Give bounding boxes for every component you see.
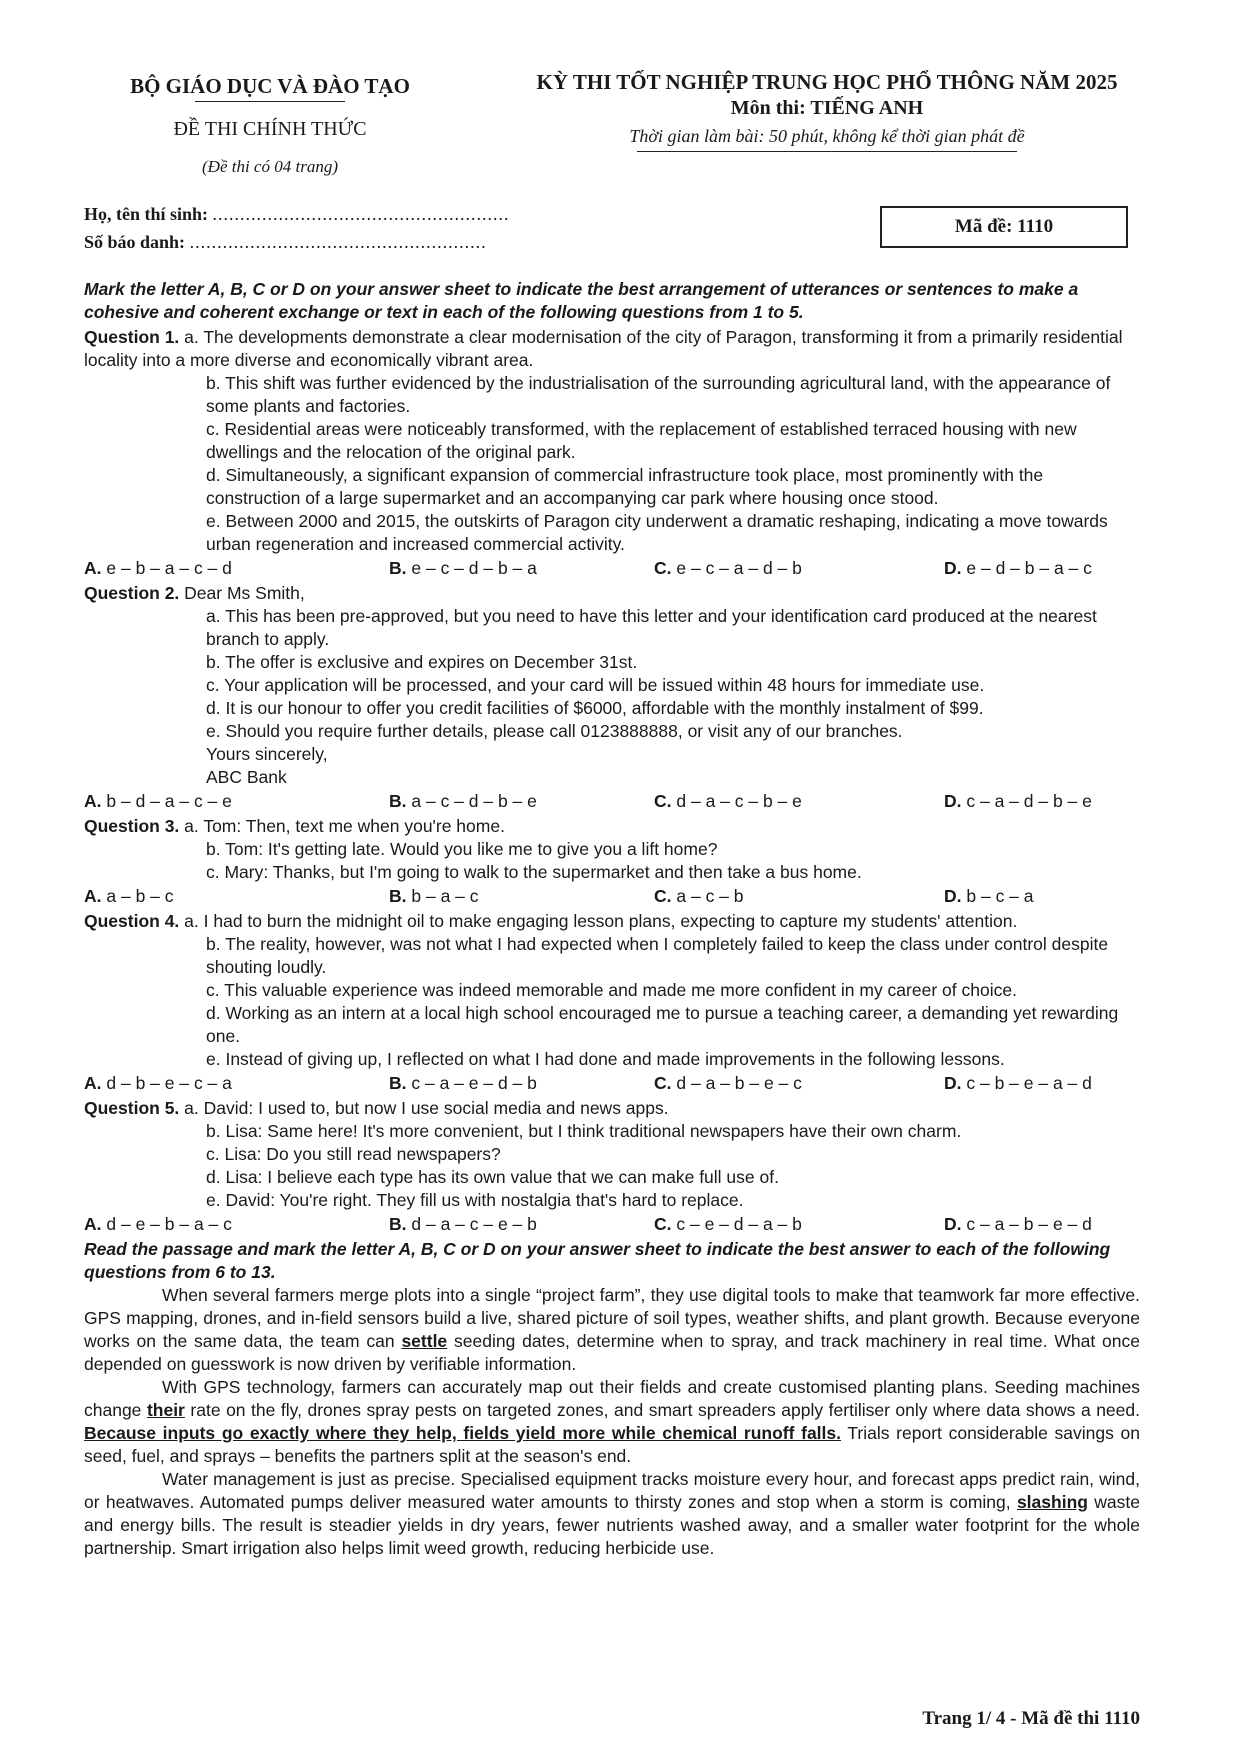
- question-item: a. David: I used to, but now I use social media and news apps.: [184, 1098, 669, 1118]
- passage-paragraph-2: With GPS technology, farmers can accurately map out their fields and create customised planting plans. Seeding machines change their rate on the fly, drones spray pests on targeted zones, and smart spreaders apply fertiliser only where data shows a need. Because inputs go exactly where they help, fields yield more while chemical runoff falls. Trials report considerable savings on seed, fuel, and sprays – benefits the partners split at the season's end.: [84, 1377, 1140, 1466]
- question-4: [84, 910, 1140, 1095]
- question-item: a. I had to burn the midnight oil to make engaging lesson plans, expecting to capture my students' attention.: [184, 911, 1018, 931]
- answer-options: [84, 1072, 1140, 1095]
- option-d[interactable]: D. c – b – e – a – d: [944, 1073, 1092, 1093]
- question-item: b. The offer is exclusive and expires on December 31st.: [206, 652, 638, 672]
- option-d[interactable]: D. c – a – d – b – e: [944, 791, 1092, 811]
- option-b[interactable]: B. d – a – c – e – b: [389, 1214, 537, 1234]
- letter-salutation: Dear Ms Smith,: [184, 583, 305, 603]
- answer-options: [84, 557, 1140, 580]
- answer-options: [84, 885, 1140, 908]
- section1-instruction: Mark the letter A, B, C or D on your answer sheet to indicate the best arrangement of utterances or sentences to make a cohesive and coherent exchange or text in each of the following questions from 1 to 5.: [84, 279, 1079, 322]
- question-item: c. This valuable experience was indeed memorable and made me more confident in my career of choice.: [206, 980, 1017, 1000]
- question-label: Question 1.: [84, 327, 180, 347]
- option-a[interactable]: A. e – b – a – c – d: [84, 558, 232, 578]
- question-item: c. Residential areas were noticeably transformed, with the replacement of established terraced housing with new dwellings and the relocation of the original park.: [206, 419, 1077, 462]
- header-left: [80, 74, 460, 177]
- question-item: b. The reality, however, was not what I had expected when I completely failed to keep the class under control despite shouting loudly.: [206, 934, 1109, 977]
- option-c[interactable]: C. a – c – b: [654, 886, 744, 906]
- page-count-note: (Đề thi có 04 trang): [202, 157, 338, 176]
- candidate-info: [84, 200, 510, 256]
- question-item: e. Between 2000 and 2015, the outskirts of Paragon city underwent a dramatic reshaping, indicating a move towards urban regeneration and increased commercial activity.: [206, 511, 1108, 554]
- header-right: [492, 70, 1162, 152]
- option-c[interactable]: C. c – e – d – a – b: [654, 1214, 802, 1234]
- exam-subject: Môn thi: TIẾNG ANH: [730, 97, 924, 119]
- question-item: c. Your application will be processed, and your card will be issued within 48 hours for immediate use.: [206, 675, 985, 695]
- underlined-sentence: Because inputs go exactly where they help, fields yield more while chemical runoff falls.: [84, 1423, 841, 1443]
- time-underline: [637, 151, 1017, 152]
- option-a[interactable]: A. d – b – e – c – a: [84, 1073, 232, 1093]
- question-label: Question 5.: [84, 1098, 180, 1118]
- question-item: b. Lisa: Same here! It's more convenient, but I think traditional newspapers have their own charm.: [206, 1121, 962, 1141]
- question-item: e. Should you require further details, please call 0123888888, or visit any of our branches.: [206, 721, 903, 741]
- question-item: b. Tom: It's getting late. Would you like me to give you a lift home?: [206, 839, 718, 859]
- question-item: d. Simultaneously, a significant expansion of commercial infrastructure took place, most prominently with the construction of a large supermarket and an accompanying car park where housing once stood.: [206, 465, 1044, 508]
- question-item: e. Instead of giving up, I reflected on what I had done and made improvements in the following lessons.: [206, 1049, 1005, 1069]
- candidate-id-field[interactable]: ......................................................: [189, 232, 487, 252]
- passage-paragraph-3: Water management is just as precise. Specialised equipment tracks moisture every hour, and forecast apps predict rain, wind, or heatwaves. Automated pumps deliver measured water amounts to thirsty zones and stop when a storm is coming, slashing waste and energy bills. The result is steadier yields in dry years, fewer nutrients washed away, and a smaller water footprint for the whole partnership. Smart irrigation also helps limit weed growth, reducing herbicide use.: [84, 1469, 1140, 1558]
- option-c[interactable]: C. d – a – c – b – e: [654, 791, 802, 811]
- option-c[interactable]: C. e – c – a – d – b: [654, 558, 802, 578]
- underlined-word: their: [146, 1400, 185, 1420]
- question-item: a. This has been pre-approved, but you need to have this letter and your identification card produced at the nearest branch to apply.: [206, 606, 1097, 649]
- underlined-word: slashing: [1016, 1492, 1088, 1512]
- letter-closing: Yours sincerely,: [206, 744, 328, 764]
- question-3: [84, 815, 1140, 908]
- section2-instruction: Read the passage and mark the letter A, B, C or D on your answer sheet to indicate the best answer to each of the following questions from 6 to 13.: [84, 1239, 1111, 1282]
- candidate-name-label: Họ, tên thí sinh:: [84, 204, 209, 224]
- option-a[interactable]: A. a – b – c: [84, 886, 174, 906]
- question-item: a. Tom: Then, text me when you're home.: [184, 816, 505, 836]
- exam-code: Mã đề: 1110: [954, 216, 1054, 237]
- question-5: [84, 1097, 1140, 1236]
- question-item: c. Lisa: Do you still read newspapers?: [206, 1144, 501, 1164]
- page-footer: Trang 1/ 4 - Mã đề thi 1110: [922, 1708, 1140, 1729]
- question-1: [84, 326, 1140, 580]
- option-b[interactable]: B. c – a – e – d – b: [389, 1073, 537, 1093]
- question-item: c. Mary: Thanks, but I'm going to walk to the supermarket and then take a bus home.: [206, 862, 862, 882]
- question-item: d. It is our honour to offer you credit facilities of $6000, affordable with the monthly instalment of $99.: [206, 698, 984, 718]
- exam-time: Thời gian làm bài: 50 phút, không kể thời gian phát đề: [629, 126, 1025, 146]
- question-2: [84, 582, 1140, 813]
- question-item: a. The developments demonstrate a clear modernisation of the city of Paragon, transforming it from a primarily residential locality into a more diverse and economically vibrant area.: [84, 327, 1123, 370]
- question-label: Question 4.: [84, 911, 180, 931]
- answer-options: [84, 1213, 1140, 1236]
- question-label: Question 2.: [84, 583, 180, 603]
- exam-title: KỲ THI TỐT NGHIỆP TRUNG HỌC PHỔ THÔNG NĂM 2025: [536, 70, 1118, 94]
- question-label: Question 3.: [84, 816, 180, 836]
- official-exam-label: ĐỀ THI CHÍNH THỨC: [173, 118, 367, 140]
- ministry-underline: [195, 101, 345, 102]
- letter-signature: ABC Bank: [206, 767, 287, 787]
- question-item: b. This shift was further evidenced by the industrialisation of the surrounding agricultural land, with the appearance of some plants and factories.: [206, 373, 1111, 416]
- passage-paragraph-1: When several farmers merge plots into a single “project farm”, they use digital tools to make that teamwork far more effective. GPS mapping, drones, and in-field sensors build a live, shared picture of soil types, weather shifts, and plant growth. Because everyone works on the same data, the team can settle seeding dates, determine when to spray, and track machinery in real time. What once depended on guesswork is now driven by verifiable information.: [84, 1285, 1140, 1374]
- question-item: d. Working as an intern at a local high school encouraged me to pursue a teaching career, a demanding yet rewarding one.: [206, 1003, 1119, 1046]
- exam-code-box: [880, 206, 1128, 248]
- option-b[interactable]: B. b – a – c: [389, 886, 479, 906]
- exam-content: [84, 278, 1140, 1560]
- question-item: e. David: You're right. They fill us with nostalgia that's hard to replace.: [206, 1190, 744, 1210]
- option-d[interactable]: D. c – a – b – e – d: [944, 1214, 1092, 1234]
- answer-options: [84, 790, 1140, 813]
- option-b[interactable]: B. e – c – d – b – a: [389, 558, 537, 578]
- option-a[interactable]: A. d – e – b – a – c: [84, 1214, 232, 1234]
- option-d[interactable]: D. b – c – a: [944, 886, 1034, 906]
- option-c[interactable]: C. d – a – b – e – c: [654, 1073, 802, 1093]
- question-item: d. Lisa: I believe each type has its own value that we can make full use of.: [206, 1167, 779, 1187]
- option-a[interactable]: A. b – d – a – c – e: [84, 791, 232, 811]
- ministry-name: BỘ GIÁO DỤC VÀ ĐÀO TẠO: [130, 74, 410, 98]
- option-b[interactable]: B. a – c – d – b – e: [389, 791, 537, 811]
- candidate-name-field[interactable]: ......................................................: [212, 204, 510, 224]
- underlined-word: settle: [401, 1331, 448, 1351]
- candidate-id-label: Số báo danh:: [84, 232, 186, 252]
- option-d[interactable]: D. e – d – b – a – c: [944, 558, 1092, 578]
